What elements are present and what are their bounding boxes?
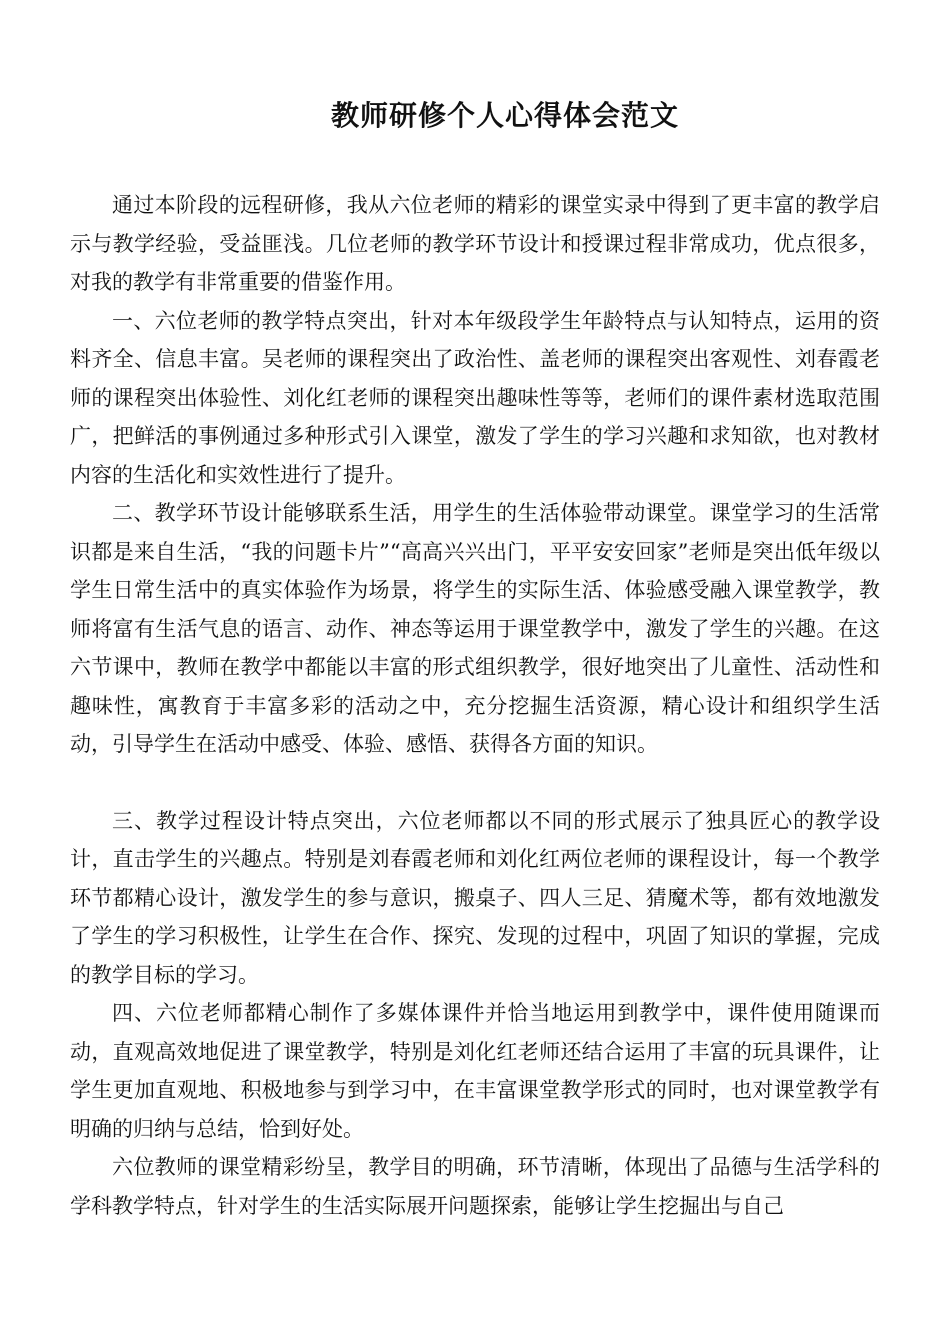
paragraph-point-1: 一、六位老师的教学特点突出，针对本年级段学生年龄特点与认知特点，运用的资料齐全、信息丰富。吴老师的课程突出了政治性、盖老师的课程突出客观性、刘春霞老师的课程突出体验性、刘化红老师的课程突出趣味性等等，老师们的课件素材选取范围广，把鲜活的事例通过多种形式引入课堂，激发了学生的学习兴趣和求知欲，也对教材内容的生活化和实效性进行了提升。 bbox=[70, 308, 880, 487]
paragraph-point-3: 三、教学过程设计特点突出，六位老师都以不同的形式展示了独具匠心的教学设计，直击学生的兴趣点。特别是刘春霞老师和刘化红两位老师的课程设计，每一个教学环节都精心设计，激发学生的参与意识，搬桌子、四人三足、猜魔术等，都有效地激发了学生的学习积极性，让学生在合作、探究、发现的过程中，巩固了知识的掌握，完成的教学目标的学习。 bbox=[70, 808, 880, 987]
document-body bbox=[70, 186, 880, 1225]
paragraph-point-4: 四、六位老师都精心制作了多媒体课件并恰当地运用到教学中，课件使用随课而动，直观高效地促进了课堂教学，特别是刘化红老师还结合运用了丰富的玩具课件，让学生更加直观地、积极地参与到学习中，在丰富课堂教学形式的同时，也对课堂教学有明确的归纳与总结，恰到好处。 bbox=[70, 1001, 880, 1141]
paragraph-summary: 六位教师的课堂精彩纷呈，教学目的明确，环节清晰，体现出了品德与生活学科的学科教学特点，针对学生的生活实际展开问题探索，能够让学生挖掘出与自己 bbox=[70, 1155, 880, 1218]
paragraph-point-2: 二、教学环节设计能够联系生活，用学生的生活体验带动课堂。课堂学习的生活常识都是来自生活，“我的问题卡片”“高高兴兴出门，平平安安回家”老师是突出低年级以学生日常生活中的真实体验作为场景，将学生的实际生活、体验感受融入课堂教学，教师将富有生活气息的语言、动作、神态等运用于课堂教学中，激发了学生的兴趣。在这六节课中，教师在教学中都能以丰富的形式组织教学，很好地突出了儿童性、活动性和趣味性，寓教育于丰富多彩的活动之中，充分挖掘生活资源，精心设计和组织学生活动，引导学生在活动中感受、体验、感悟、获得各方面的知识。 bbox=[70, 501, 880, 756]
paragraph-intro: 通过本阶段的远程研修，我从六位老师的精彩的课堂实录中得到了更丰富的教学启示与教学经验，受益匪浅。几位老师的教学环节设计和授课过程非常成功，优点很多，对我的教学有非常重要的借鉴作用。 bbox=[70, 193, 880, 294]
paragraph-gap bbox=[70, 764, 880, 802]
document-title: 教师研修个人心得体会范文 bbox=[330, 99, 679, 132]
